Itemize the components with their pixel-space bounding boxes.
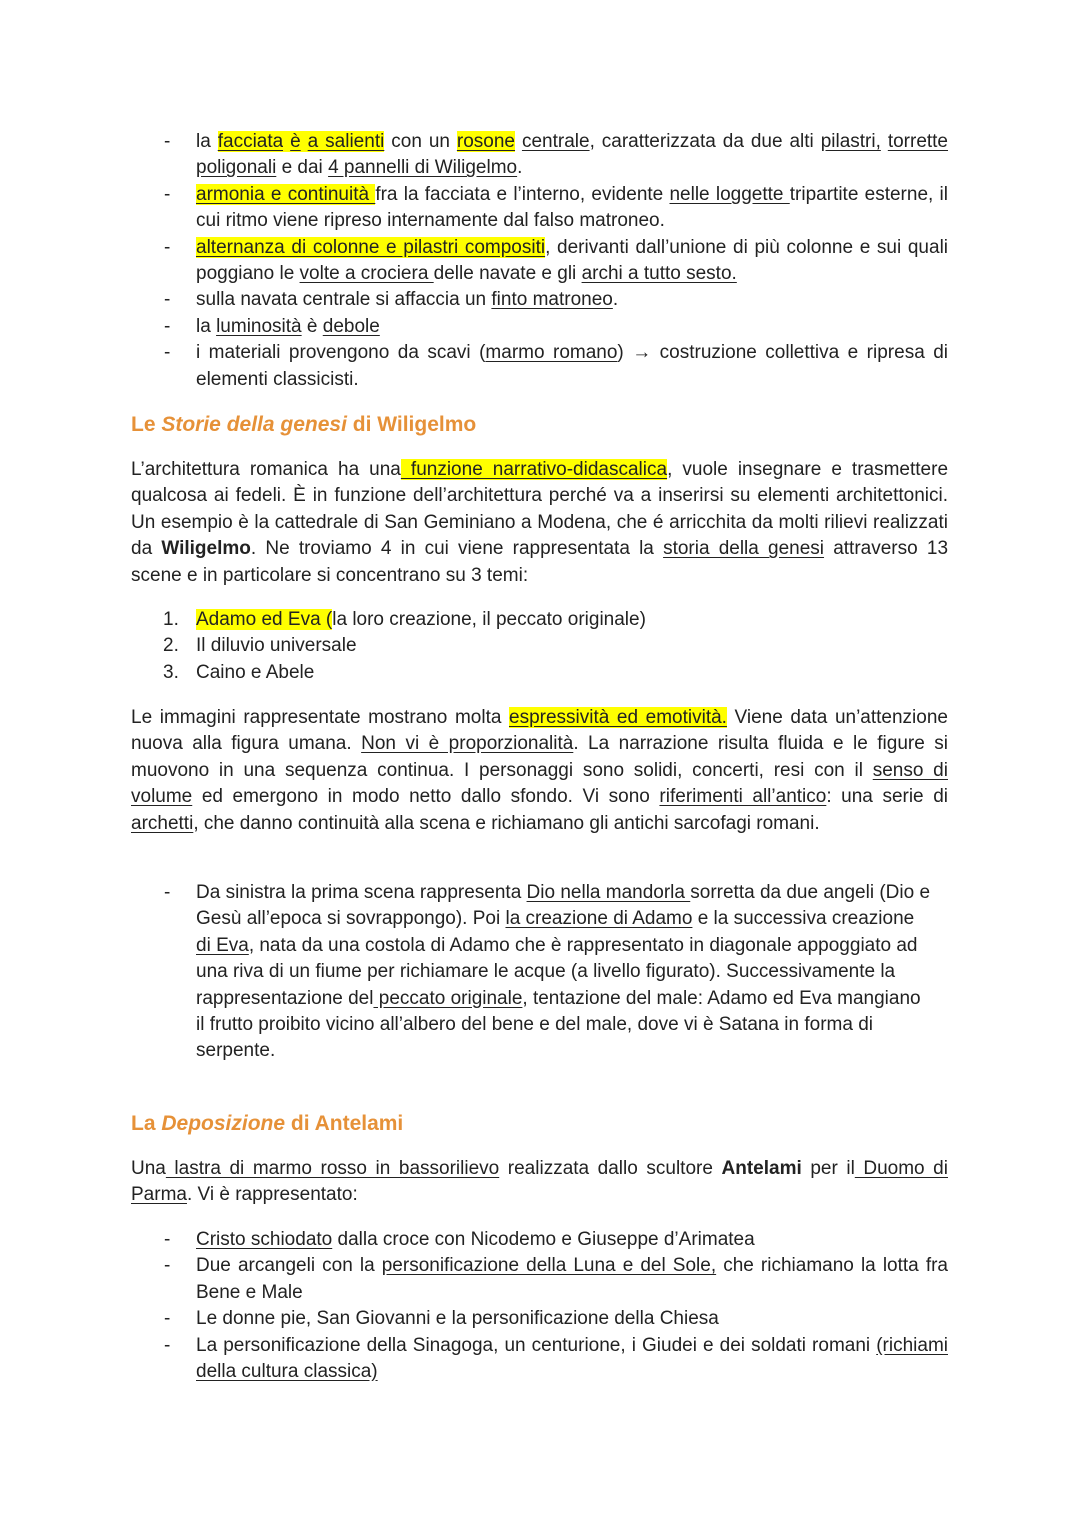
text: , vuole insegnare e trasmettere qualcosa ai fedeli. È in funzione dell’architettura perché va a inserirsi su elementi architettonici. Un esempio è la cattedrale di San Geminiano a Modena, che é arricchita da molti rilievi realizzati da [131,459,949,560]
text: la [196,131,218,152]
text: i materiali provengono da scavi ( [196,342,486,364]
highlight-text: a salienti [307,131,385,152]
text: che richiamano la lotta fra Bene e Male [196,1255,948,1303]
highlight-text: è [290,131,301,152]
underlined-text: Non vi è proporzionalità [361,733,574,755]
list-item [131,880,931,1065]
list-item [131,129,948,182]
text: dalla croce con Nicodemo e Giuseppe d’Arimatea [332,1229,755,1250]
heading-text: Le [131,413,162,436]
underlined-text: storia della genesi [663,538,825,560]
heading-text: di Antelami [285,1112,404,1135]
text: delle navate e gli [433,263,582,285]
item-number: 1. [163,609,179,630]
highlight-text: espressività ed emotività. [509,707,727,728]
themes-list [131,607,948,686]
text: , nata da una costola di Adamo che è rappresentato in diagonale appoggiato ad una riva di un fiume per richiamare le acque (a livello figurato). Successivamente la rappresentazione del [196,934,918,1009]
underlined-text: centrale [521,131,590,152]
text: e la successiva creazione [692,908,915,930]
text: fra la facciata e l’interno, evidente [375,183,670,205]
item-number: 3. [163,661,179,683]
text: ) → costruzione collettiva e ripresa di elementi classicisti. [196,342,948,390]
text: Il diluvio universale [196,635,357,657]
underlined-text: peccato originale [373,987,523,1009]
text: Due arcangeli con la [196,1255,382,1277]
underlined-text: (richiami della cultura classica) [196,1334,948,1383]
text: per il [801,1158,855,1179]
paragraph-images [131,705,948,837]
underlined-text: nelle loggette [669,183,790,205]
underlined-text: luminosità [216,315,302,337]
text: Le immagini rappresentate mostrano molta [131,707,510,728]
underlined-text: torrette poligonali [196,131,949,179]
heading-italic-text: Deposizione [161,1112,286,1135]
text: la loro creazione, il peccato originale) [332,609,646,630]
underlined-text: lastra di marmo rosso in bassorilievo [165,1158,500,1179]
text: tripartite esterne, il cui ritmo viene ripreso internamente dal falso matroneo. [196,183,948,232]
text: , che danno continuità alla scena e richiamano gli antichi sarcofagi romani. [193,812,820,834]
text: L’architettura romanica ha una [131,459,401,480]
list-item [131,1333,948,1386]
deposizione-list [131,1227,948,1385]
section-heading-deposizione [131,1111,948,1137]
highlight-text: funzione narrativo-didascalica [400,459,668,480]
text: : una serie di [826,786,948,808]
heading-text: di Wiligelmo [346,413,477,436]
text: sulla navata centrale si affaccia un [196,289,492,311]
paragraph-romanesque [131,457,948,589]
text: . Vi è rappresentato: [186,1184,358,1206]
underlined-text: riferimenti all’antico [659,786,827,808]
underlined-text: pilastri, [820,131,881,152]
highlight-text: Adamo ed Eva ( [196,609,333,630]
text: attraverso 13 scene e in particolare si concentrano su 3 temi: [131,538,949,586]
text: La personificazione della Sinagoga, un centurione, i Giudei e dei soldati romani [196,1334,877,1356]
list-item [131,1227,948,1253]
section-heading-genesis [131,412,948,438]
underlined-text: Dio nella mandorla [526,882,691,903]
highlight-text: facciata [217,131,284,152]
underlined-text: debole [322,315,380,337]
text: è [301,315,323,337]
text [515,131,522,152]
underlined-text: Cristo schiodato [196,1229,333,1250]
underlined-text: archi a tutto sesto. [581,263,737,285]
text: Caino e Abele [196,661,315,683]
list-item [131,340,948,393]
text: Le donne pie, San Giovanni e la personificazione della Chiesa [196,1308,719,1330]
underlined-text: personificazione della Luna e del Sole, [381,1255,717,1277]
list-item [131,660,948,686]
text: Una [131,1158,166,1179]
genesis-scenes-list [131,880,931,1065]
text: , tentazione del male: Adamo ed Eva mangiano il frutto proibito vicino all’albero del bene e del male, dove vi è Satana in forma di serpente. [196,987,921,1062]
text: Viene data un’attenzione nuova alla figura umana. [131,707,948,755]
text: . [517,157,523,179]
heading-text: La [131,1112,162,1135]
text: . [612,289,619,311]
list-item [131,287,948,313]
bold-text: Wiligelmo [161,538,251,560]
text: con un [384,131,457,152]
text: e dai [276,157,329,179]
underlined-text: finto matroneo [491,289,613,311]
text: . La narrazione risulta fluida e le figure si muovono in una sequenza continua. I personaggi sono solidi, concerti, resi con il [131,733,948,781]
underlined-text: la creazione di Adamo [505,908,693,930]
underlined-text: 4 pannelli di Wiligelmo [328,157,518,179]
text [881,131,888,152]
underlined-text: di Eva [196,934,249,956]
highlight-text: alternanza di colonne e pilastri compositi [196,236,546,258]
underlined-text: volte a crociera [299,263,434,285]
text: , caratterizzata da due alti [589,131,821,152]
facade-features-list [131,129,948,393]
text: . Ne troviamo 4 in cui viene rappresentata la [250,538,664,560]
text: ed emergono in modo netto dallo sfondo. Vi sono [192,786,660,808]
underlined-text: Duomo di Parma [131,1158,948,1206]
list-item [131,607,948,633]
highlight-text: rosone [456,131,516,152]
text: , derivanti dall’unione di più colonne e sui quali poggiano le [196,236,949,285]
list-item [131,182,948,235]
paragraph-antelami [131,1156,948,1209]
list-item [131,1253,948,1306]
text: la [196,315,217,337]
list-item [131,633,948,659]
heading-italic-text: Storie della genesi [161,413,347,436]
item-number: 2. [163,635,179,657]
text: sorretta da due angeli (Dio e Gesù all’epoca si sovrappongo). Poi [196,882,931,930]
text [301,131,308,152]
bold-text: Antelami [721,1158,802,1179]
underlined-text: marmo romano [485,342,618,364]
highlight-text: armonia e continuità [196,183,376,205]
text: realizzata dallo scultore [499,1158,722,1179]
underlined-text: archetti [131,812,194,834]
text: Da sinistra la prima scena rappresenta [196,882,527,903]
list-item [131,235,948,288]
list-item [131,314,948,340]
underlined-text: senso di volume [131,759,948,808]
list-item [131,1306,948,1332]
